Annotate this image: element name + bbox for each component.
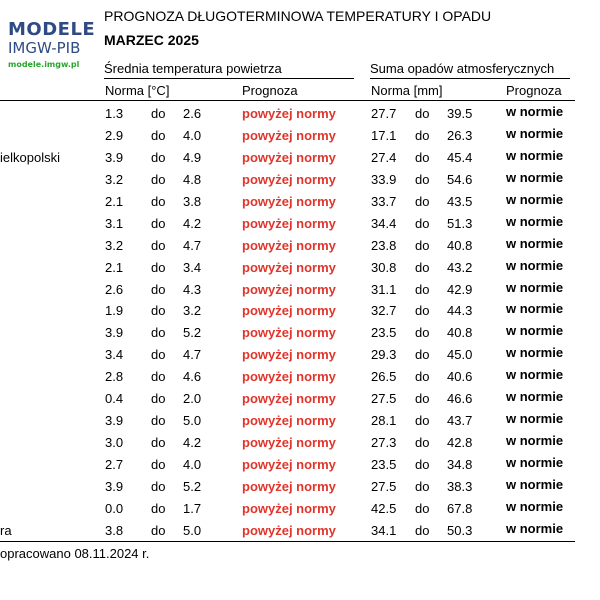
precip-forecast: w normie: [506, 455, 564, 470]
temp-range-separator: do: [151, 106, 166, 121]
temperature-group-header: Średnia temperatura powietrza: [104, 61, 282, 76]
precip-range-separator: do: [415, 237, 430, 253]
precip-forecast: w normie: [506, 323, 564, 339]
precip-forecast: w normie: [506, 476, 564, 492]
precip-norm-max: 43.5: [447, 193, 473, 209]
precip-norm-header: Norma [mm]: [371, 83, 443, 98]
temp-norm-max: 3.2: [183, 303, 202, 319]
precip-norm-min: 27.3: [371, 435, 397, 451]
precip-norm-max: 43.2: [447, 259, 473, 275]
temp-norm-min: 3.9: [105, 149, 124, 165]
temp-forecast: powyżej normy: [242, 127, 336, 143]
precip-norm-max: 45.4: [447, 149, 473, 165]
forecast-table: [0, 103, 600, 542]
temp-norm-min: 3.2: [105, 237, 124, 253]
precip-forecast: w normie: [506, 235, 564, 251]
temp-forecast: powyżej normy: [242, 325, 336, 341]
temp-norm-min: 2.9: [105, 127, 124, 143]
precip-forecast: w normie: [506, 257, 564, 273]
temp-range-separator: do: [151, 369, 166, 385]
table-row: [0, 147, 600, 169]
temp-forecast: powyżej normy: [242, 500, 336, 516]
temp-norm-max: 4.0: [183, 127, 202, 143]
precipitation-group-header: Suma opadów atmosferycznych: [370, 61, 555, 76]
temp-norm-max: 5.2: [183, 325, 202, 341]
temp-norm-min: 3.9: [105, 413, 124, 429]
temp-norm-max: 4.3: [183, 281, 202, 297]
precip-norm-min: 31.1: [371, 281, 397, 297]
precip-norm-max: 43.7: [447, 413, 473, 429]
precip-range-separator: do: [415, 413, 430, 429]
temp-norm-min: 3.0: [105, 435, 124, 451]
precip-range-separator: do: [415, 281, 430, 297]
temp-range-separator: do: [151, 391, 166, 407]
precip-norm-min: 23.5: [371, 457, 397, 472]
precip-forecast-header: Prognoza: [506, 83, 562, 98]
precip-norm-min: 17.1: [371, 127, 397, 143]
table-row: [0, 498, 600, 520]
temp-forecast: powyżej normy: [242, 149, 336, 165]
temp-forecast-header: Prognoza: [242, 83, 298, 98]
temp-norm-min: 0.4: [105, 391, 124, 407]
precip-norm-min: 23.8: [371, 237, 397, 253]
precip-norm-min: 26.5: [371, 369, 397, 385]
precip-range-separator: do: [415, 171, 430, 187]
precip-norm-min: 28.1: [371, 413, 397, 429]
temp-norm-min: 3.9: [105, 478, 124, 494]
temperature-group-divider: [104, 78, 354, 79]
temp-norm-min: 3.4: [105, 347, 124, 363]
precip-norm-max: 40.6: [447, 369, 473, 385]
precip-norm-max: 26.3: [447, 127, 473, 143]
precip-forecast: w normie: [506, 279, 564, 295]
precip-range-separator: do: [415, 303, 430, 319]
precip-forecast: w normie: [506, 191, 564, 207]
precip-range-separator: do: [415, 193, 430, 209]
precip-norm-max: 42.9: [447, 281, 473, 297]
temp-range-separator: do: [151, 347, 166, 363]
temp-forecast: powyżej normy: [242, 215, 336, 231]
logo-title: MODELE: [8, 19, 96, 40]
page-subtitle: MARZEC 2025: [104, 32, 199, 48]
temp-forecast: powyżej normy: [242, 457, 336, 472]
precip-forecast: w normie: [506, 389, 564, 405]
table-row: [0, 169, 600, 191]
precip-range-separator: do: [415, 369, 430, 385]
temp-forecast: powyżej normy: [242, 478, 336, 494]
precip-range-separator: do: [415, 347, 430, 363]
temp-norm-max: 4.2: [183, 215, 202, 231]
precip-range-separator: do: [415, 149, 430, 165]
precip-norm-max: 44.3: [447, 303, 473, 319]
temp-norm-max: 4.8: [183, 171, 202, 187]
temp-range-separator: do: [151, 500, 166, 516]
precip-norm-min: 30.8: [371, 259, 397, 275]
precip-norm-max: 40.8: [447, 237, 473, 253]
temp-range-separator: do: [151, 522, 166, 538]
table-row: [0, 191, 600, 213]
precipitation-group-divider: [370, 78, 570, 79]
temp-norm-min: 3.9: [105, 325, 124, 341]
temp-norm-min: 1.9: [105, 303, 124, 319]
temp-norm-min: 2.8: [105, 369, 124, 385]
precip-forecast: w normie: [506, 345, 564, 361]
temp-norm-max: 2.6: [183, 106, 202, 121]
precip-forecast: w normie: [506, 433, 564, 449]
precip-norm-min: 32.7: [371, 303, 397, 319]
temp-norm-max: 5.0: [183, 522, 202, 538]
precip-norm-max: 34.8: [447, 457, 473, 472]
temp-norm-min: 3.1: [105, 215, 124, 231]
table-row: [0, 103, 600, 125]
table-row: [0, 454, 600, 476]
table-row: [0, 476, 600, 498]
temp-norm-min: 2.1: [105, 193, 124, 209]
precip-range-separator: do: [415, 391, 430, 407]
temp-forecast: powyżej normy: [242, 435, 336, 451]
precip-norm-min: 23.5: [371, 325, 397, 341]
logo-url[interactable]: modele.imgw.pl: [8, 60, 80, 69]
temp-range-separator: do: [151, 325, 166, 341]
precip-forecast: w normie: [506, 301, 564, 317]
table-row: [0, 366, 600, 388]
table-row: [0, 344, 600, 366]
temp-norm-min: 1.3: [105, 106, 124, 121]
temp-norm-min: 0.0: [105, 500, 124, 516]
temp-forecast: powyżej normy: [242, 193, 336, 209]
temp-norm-min: 3.8: [105, 522, 124, 538]
table-row: [0, 279, 600, 301]
temp-range-separator: do: [151, 303, 166, 319]
precip-norm-min: 29.3: [371, 347, 397, 363]
temp-norm-max: 4.0: [183, 457, 202, 472]
temp-norm-max: 3.4: [183, 259, 202, 275]
temp-forecast: powyżej normy: [242, 303, 336, 319]
temp-norm-max: 3.8: [183, 193, 202, 209]
temp-forecast: powyżej normy: [242, 237, 336, 253]
precip-norm-min: 33.9: [371, 171, 397, 187]
table-row: [0, 235, 600, 257]
temp-norm-max: 4.6: [183, 369, 202, 385]
precip-range-separator: do: [415, 215, 430, 231]
precip-range-separator: do: [415, 478, 430, 494]
table-row: [0, 520, 600, 542]
precip-norm-max: 38.3: [447, 478, 473, 494]
temp-norm-max: 2.0: [183, 391, 202, 407]
temp-norm-min: 2.6: [105, 281, 124, 297]
temp-norm-max: 5.0: [183, 413, 202, 429]
precip-forecast: w normie: [506, 411, 564, 427]
region-name: ielkopolski: [0, 149, 60, 165]
temp-range-separator: do: [151, 193, 166, 209]
table-top-rule: [0, 100, 575, 101]
precip-norm-min: 34.4: [371, 215, 397, 231]
temp-forecast: powyżej normy: [242, 522, 336, 538]
precip-norm-max: 67.8: [447, 500, 473, 516]
precip-forecast: w normie: [506, 498, 564, 514]
precip-forecast: w normie: [506, 125, 564, 141]
temp-forecast: powyżej normy: [242, 369, 336, 385]
precip-range-separator: do: [415, 259, 430, 275]
temp-norm-min: 2.7: [105, 457, 124, 472]
precip-range-separator: do: [415, 325, 430, 341]
temp-forecast: powyżej normy: [242, 259, 336, 275]
precip-norm-min: 27.5: [371, 391, 397, 407]
table-row: [0, 410, 600, 432]
table-row: [0, 432, 600, 454]
table-row: [0, 322, 600, 344]
temp-range-separator: do: [151, 127, 166, 143]
page-title: PROGNOZA DŁUGOTERMINOWA TEMPERATURY I OPADU: [104, 8, 492, 24]
temp-forecast: powyżej normy: [242, 106, 336, 121]
precip-range-separator: do: [415, 106, 430, 121]
temp-norm-max: 4.7: [183, 347, 202, 363]
table-row: [0, 388, 600, 410]
temp-forecast: powyżej normy: [242, 413, 336, 429]
precip-norm-max: 50.3: [447, 522, 473, 538]
precip-norm-max: 42.8: [447, 435, 473, 451]
temp-norm-min: 3.2: [105, 171, 124, 187]
precip-norm-min: 33.7: [371, 193, 397, 209]
precip-norm-max: 40.8: [447, 325, 473, 341]
temp-forecast: powyżej normy: [242, 281, 336, 297]
precip-forecast: w normie: [506, 147, 564, 163]
temp-norm-max: 5.2: [183, 478, 202, 494]
precip-norm-min: 27.5: [371, 478, 397, 494]
precip-norm-max: 51.3: [447, 215, 473, 231]
precip-norm-max: 39.5: [447, 106, 473, 121]
temp-range-separator: do: [151, 259, 166, 275]
temp-range-separator: do: [151, 413, 166, 429]
precip-norm-max: 46.6: [447, 391, 473, 407]
precip-range-separator: do: [415, 435, 430, 451]
table-row: [0, 300, 600, 322]
table-row: [0, 125, 600, 147]
region-name: ra: [0, 522, 12, 538]
temp-norm-max: 1.7: [183, 500, 202, 516]
temp-range-separator: do: [151, 171, 166, 187]
temp-range-separator: do: [151, 149, 166, 165]
precip-norm-max: 45.0: [447, 347, 473, 363]
precip-range-separator: do: [415, 500, 430, 516]
temp-norm-max: 4.2: [183, 435, 202, 451]
precip-norm-min: 27.4: [371, 149, 397, 165]
temp-forecast: powyżej normy: [242, 347, 336, 363]
temp-range-separator: do: [151, 478, 166, 494]
temp-range-separator: do: [151, 281, 166, 297]
precip-range-separator: do: [415, 457, 430, 472]
temp-forecast: powyżej normy: [242, 391, 336, 407]
footer-note: opracowano 08.11.2024 r.: [0, 546, 150, 561]
precip-norm-min: 42.5: [371, 500, 397, 516]
temp-norm-min: 2.1: [105, 259, 124, 275]
temp-range-separator: do: [151, 215, 166, 231]
precip-forecast: w normie: [506, 367, 564, 383]
precip-forecast: w normie: [506, 213, 564, 229]
table-bottom-rule: [0, 541, 575, 542]
precip-norm-min: 27.7: [371, 106, 397, 121]
logo-org: IMGW-PIB: [8, 39, 81, 57]
temp-norm-header: Norma [°C]: [105, 83, 170, 98]
table-row: [0, 213, 600, 235]
precip-forecast: w normie: [506, 169, 564, 185]
temp-range-separator: do: [151, 457, 166, 472]
precip-norm-max: 54.6: [447, 171, 473, 187]
temp-norm-max: 4.7: [183, 237, 202, 253]
temp-range-separator: do: [151, 435, 166, 451]
precip-norm-min: 34.1: [371, 522, 397, 538]
precip-range-separator: do: [415, 522, 430, 538]
precip-forecast: w normie: [506, 520, 564, 536]
temp-norm-max: 4.9: [183, 149, 202, 165]
precip-range-separator: do: [415, 127, 430, 143]
precip-forecast: w normie: [506, 104, 564, 119]
temp-forecast: powyżej normy: [242, 171, 336, 187]
temp-range-separator: do: [151, 237, 166, 253]
table-row: [0, 257, 600, 279]
imgw-logo: [8, 20, 98, 72]
